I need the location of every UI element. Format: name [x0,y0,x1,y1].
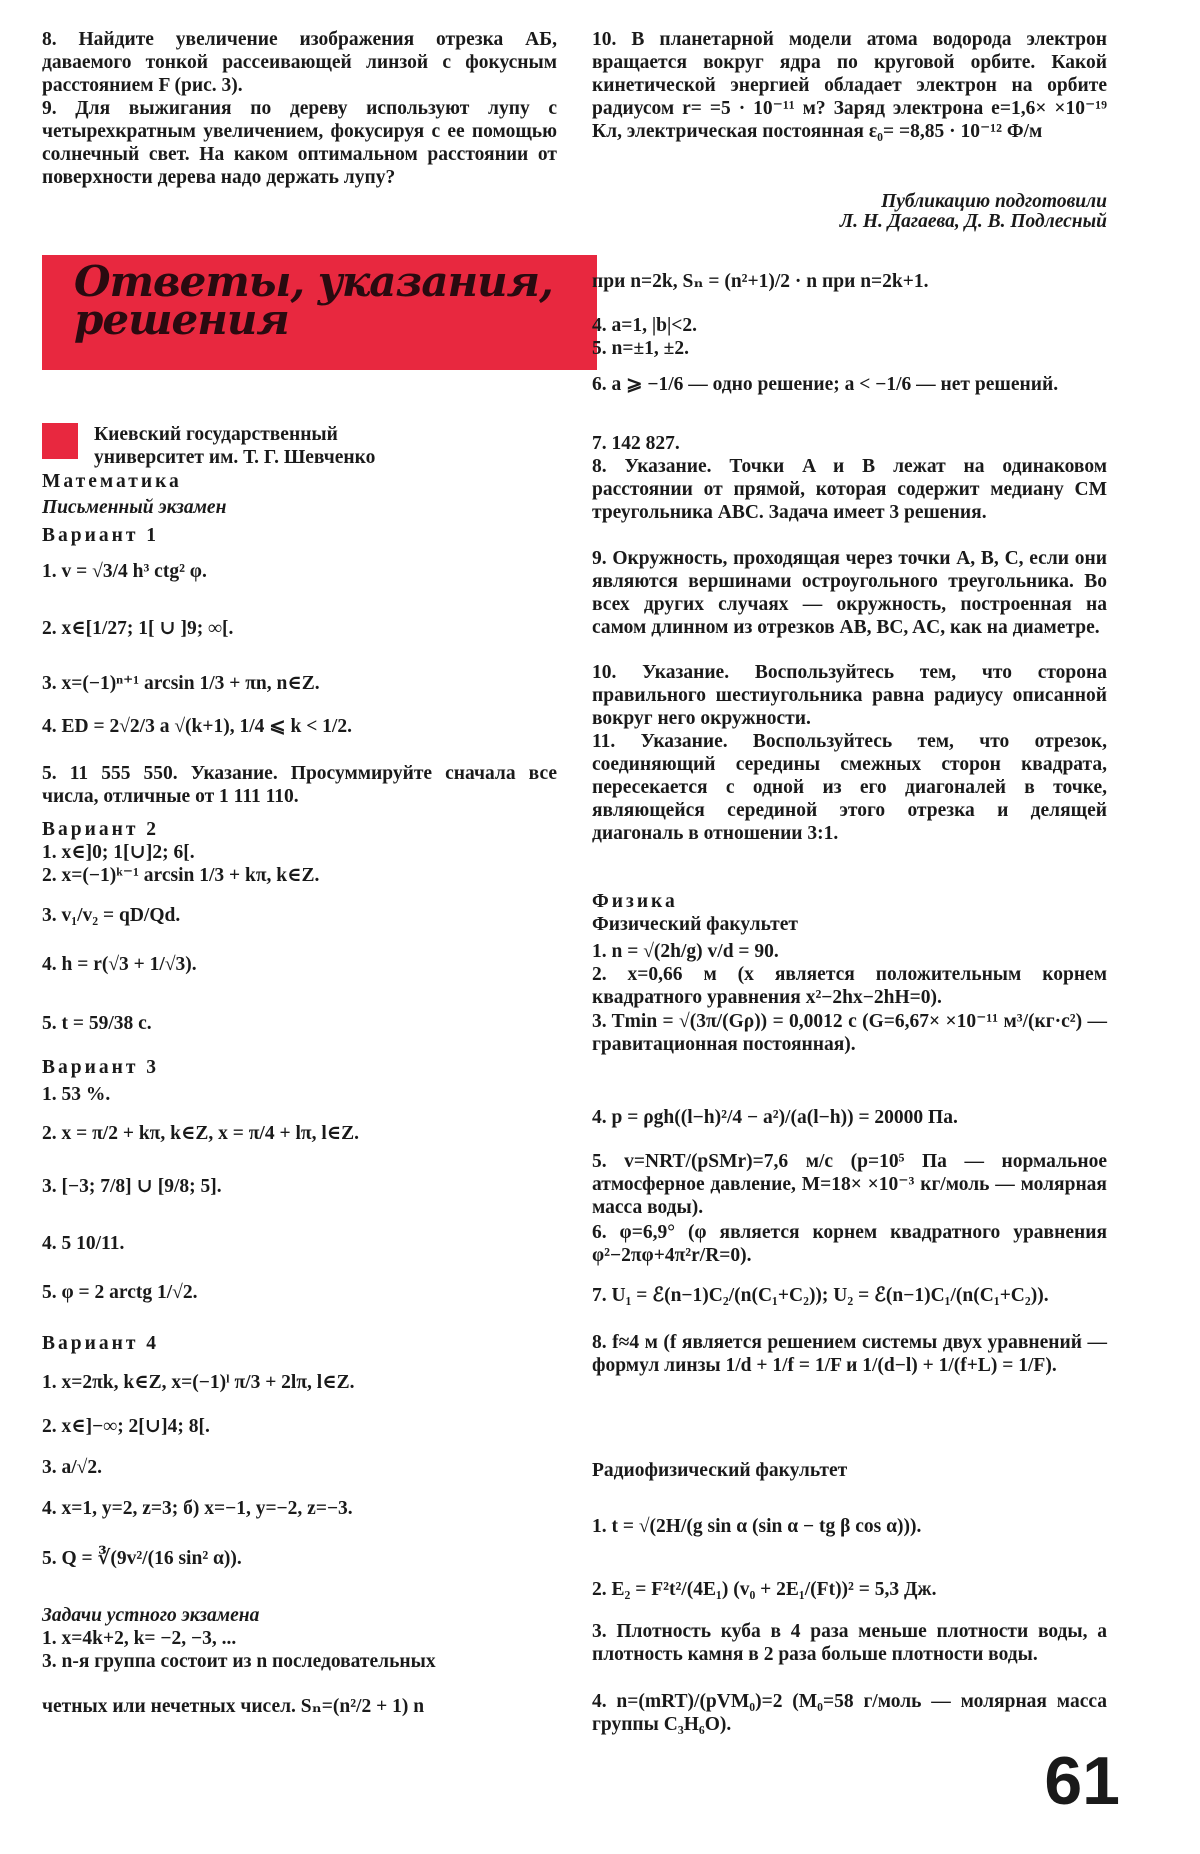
v4-answer-3: 3. a/√2. [42,1457,102,1478]
answer-6: 6. a ⩾ −1/6 — одно решение; a < −1/6 — нет решений. [592,374,1059,395]
oral-answer-1: 1. x=4k+2, k= −2, −3, ... [42,1628,237,1649]
v2-answer-1: 1. x∈]0; 1[∪]2; 6[. [42,842,195,863]
v1-answer-4: 4. ED = 2√2/3 a √(k+1), 1/4 ⩽ k < 1/2. [42,716,352,737]
question-10: 10. В планетарной модели атома водорода электрон вращается вокруг ядра по круговой орбите. Какой кинетической энергией обладает электрон на орбите радиусом r= =5 · 10⁻¹¹ м? Заряд электрона e=1,6× ×10⁻¹⁹ Кл, электрическая постоянная ε₀= =8,85 · 10⁻¹² Ф/м [592,29,1107,142]
v3-answer-1: 1. 53 %. [42,1084,111,1105]
v1-answer-5: 5. 11 555 550. Указание. Просуммируйте сначала все числа, отличные от 1 111 110. [42,763,557,807]
section-marker [42,423,78,459]
radiophysics-answer-3: 3. Плотность куба в 4 раза меньше плотности воды, а плотность камня в 2 раза больше плотности воды. [592,1621,1107,1665]
answer-5: 5. n=±1, ±2. [592,338,689,359]
oral-answer-3-line-1: 3. n-я группа состоит из n последовательных [42,1651,436,1672]
physics-answer-5: 5. v=NRT/(pSMr)=7,6 м/с (p=10⁵ Па — нормальное атмосферное давление, M=18× ×10⁻³ кг/моль — молярная масса воды). [592,1151,1107,1218]
v3-answer-5: 5. φ = 2 arctg 1/√2. [42,1282,198,1303]
question-8: 8. Найдите увеличение изображения отрезка АБ, даваемого тонкой рассеивающей линзой с фокусным расстоянием F (рис. 3). [42,29,557,96]
variant-4-heading: Вариант 4 [42,1333,160,1354]
v4-answer-4: 4. x=1, y=2, z=3; б) x=−1, y=−2, z=−3. [42,1498,353,1519]
physics-answer-3: 3. Tmin = √(3π/(Gρ)) = 0,0012 с (G=6,67× ×10⁻¹¹ м³/(кг·с²) — гравитационная постоянная). [592,1011,1107,1055]
answers-banner [42,255,597,370]
physics-answer-4: 4. p = ρgh((l−h)²/4 − a²)/(a(l−h)) = 20000 Па. [592,1107,958,1128]
v1-answer-2: 2. x∈[1/27; 1[ ∪ ]9; ∞[. [42,618,234,639]
physics-answer-8: 8. f≈4 м (f является решением системы двух уравнений — формул линзы 1/d + 1/f = 1/F и 1/(d−l) + 1/(f+L) = 1/F). [592,1332,1107,1376]
v2-answer-3: 3. v₁/v₂ = qD/Qd. [42,905,181,926]
continued-answer: при n=2k, Sₙ = (n²+1)/2 · n при n=2k+1. [592,271,929,292]
v3-answer-2: 2. x = π/2 + kπ, k∈Z, x = π/4 + lπ, l∈Z. [42,1123,360,1144]
answer-7: 7. 142 827. [592,433,680,454]
v3-answer-4: 4. 5 10/11. [42,1233,125,1254]
banner-title: Ответы, указания, решения [74,257,553,344]
page-number: 61 [1044,1743,1120,1819]
v4-answer-2: 2. x∈]−∞; 2[∪]4; 8[. [42,1416,210,1437]
radiophysics-answer-2: 2. E₂ = F²t²/(4E₁) (v₀ + 2E₁/(Ft))² = 5,3 Дж. [592,1579,937,1600]
written-exam-heading: Письменный экзамен [42,497,227,518]
v2-answer-5: 5. t = 59/38 c. [42,1013,152,1034]
v1-answer-1: 1. v = √3/4 h³ ctg² φ. [42,561,207,582]
variant-3-heading: Вариант 3 [42,1057,160,1078]
v3-answer-3: 3. [−3; 7/8] ∪ [9/8; 5]. [42,1176,222,1197]
answer-9: 9. Окружность, проходящая через точки A, B, C, если они являются вершинами остроугольного треугольника. Во всех других случаях — окружность, построенная на самом длинном из отрезков AB, BC, AC, как на диаметре. [592,548,1107,638]
v4-answer-5: 5. Q = ∛(9v²/(16 sin² α)). [42,1548,242,1569]
physics-answer-1: 1. n = √(2h/g) v/d = 90. [592,941,779,962]
oral-exam-heading: Задачи устного экзамена [42,1605,260,1626]
physics-heading: Физика [592,891,678,912]
physics-answer-2: 2. x=0,66 м (x является положительным корнем квадратного уравнения x²−2hx−2hH=0). [592,964,1107,1008]
v2-answer-2: 2. x=(−1)ᵏ⁻¹ arcsin 1/3 + kπ, k∈Z. [42,865,320,886]
credit-line-1: Публикацию подготовили [881,191,1107,212]
answer-8: 8. Указание. Точки A и B лежат на одинаковом расстоянии от прямой, которая содержит медиану CM треугольника ABC. Задача имеет 3 решения. [592,456,1107,523]
physics-answer-7: 7. U₁ = ℰ(n−1)C₂/(n(C₁+C₂)); U₂ = ℰ(n−1)C₁/(n(C₁+C₂)). [592,1285,1049,1306]
variant-1-heading: Вариант 1 [42,525,160,546]
v2-answer-4: 4. h = r(√3 + 1/√3). [42,954,197,975]
radiophysics-answer-1: 1. t = √(2H/(g sin α (sin α − tg β cos α))). [592,1516,922,1537]
answer-11: 11. Указание. Воспользуйтесь тем, что отрезок, соединяющий середины смежных сторон квадрата, пересекается с одной из его диагоналей в точке, являющейся серединой этого отрезка и делящей диагональ в отношении 3:1. [592,731,1107,844]
university-line-1: Киевский государственный [94,424,338,445]
math-heading: Математика [42,471,182,492]
answer-10: 10. Указание. Воспользуйтесь тем, что сторона правильного шестиугольника равна радиусу описанной вокруг него окружности. [592,662,1107,729]
answer-4: 4. a=1, |b|<2. [592,315,698,336]
v1-answer-3: 3. x=(−1)ⁿ⁺¹ arcsin 1/3 + πn, n∈Z. [42,673,320,694]
credit-line-2: Л. Н. Дагаева, Д. В. Подлесный [839,211,1107,232]
radiophysics-answer-4: 4. n=(mRT)/(pVM₀)=2 (M₀=58 г/моль — молярная масса группы C₃H₆O). [592,1691,1107,1735]
oral-answer-3-line-2: четных или нечетных чисел. Sₙ=(n²/2 + 1) n [42,1696,425,1717]
physics-answer-6: 6. φ=6,9° (φ является корнем квадратного уравнения φ²−2πφ+4π²r/R=0). [592,1222,1107,1266]
physics-faculty-heading: Физический факультет [592,914,798,935]
v4-answer-1: 1. x=2πk, k∈Z, x=(−1)ˡ π/3 + 2lπ, l∈Z. [42,1372,355,1393]
radiophysics-faculty-heading: Радиофизический факультет [592,1460,848,1481]
question-9: 9. Для выжигания по дереву используют лупу с четырехкратным увеличением, фокусируя с ее помощью солнечный свет. На каком оптимальном расстоянии от поверхности дерева надо держать лупу? [42,98,557,188]
variant-2-heading: Вариант 2 [42,819,160,840]
university-line-2: университет им. Т. Г. Шевченко [94,447,376,468]
